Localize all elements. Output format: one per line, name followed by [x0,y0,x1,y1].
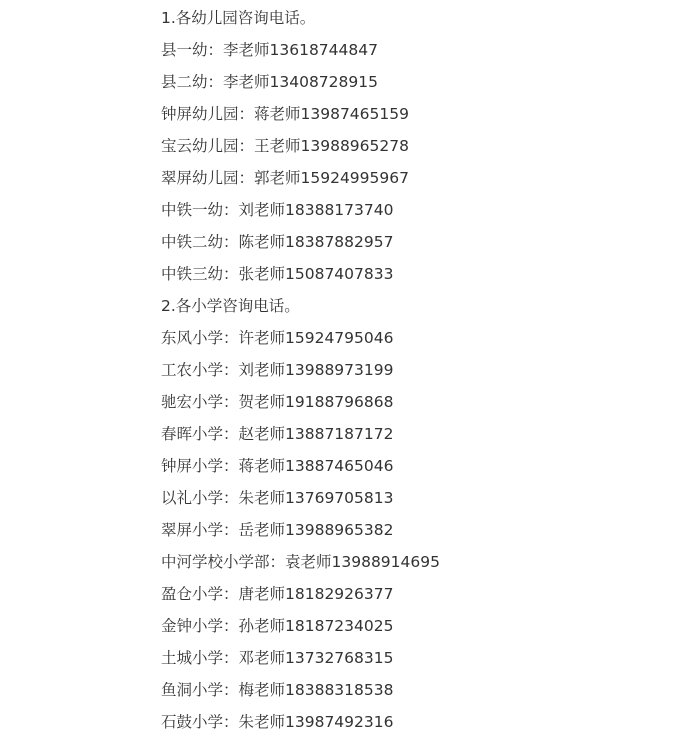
contact-line: 工农小学：刘老师13988973199 [161,361,394,379]
contact-line: 中铁三幼：张老师15087407833 [161,265,394,283]
contact-line: 翠屏小学：岳老师13988965382 [161,521,394,539]
contact-line: 宝云幼儿园：王老师13988965278 [161,137,409,155]
contact-line: 钟屏小学：蒋老师13887465046 [161,457,394,475]
kindergarten-section-heading: 1.各幼儿园咨询电话。 [161,9,316,27]
contact-line: 金钟小学：孙老师18187234025 [161,617,394,635]
contact-line: 春晖小学：赵老师13887187172 [161,425,394,443]
contact-line: 中铁一幼：刘老师18388173740 [161,201,394,219]
contact-line: 土城小学：邓老师13732768315 [161,649,394,667]
contact-line: 县二幼：李老师13408728915 [161,73,378,91]
contact-list-document [161,2,681,738]
contact-line: 翠屏幼儿园：郭老师15924995967 [161,169,409,187]
primary-school-section-heading: 2.各小学咨询电话。 [161,297,300,315]
contact-line: 以礼小学：朱老师13769705813 [161,489,394,507]
contact-line: 盈仓小学：唐老师18182926377 [161,585,394,603]
contact-line: 钟屏幼儿园：蒋老师13987465159 [161,105,409,123]
contact-line: 中铁二幼：陈老师18387882957 [161,233,394,251]
contact-line: 鱼洞小学：梅老师18388318538 [161,681,394,699]
contact-line: 驰宏小学：贺老师19188796868 [161,393,394,411]
contact-line: 县一幼：李老师13618744847 [161,41,378,59]
contact-line: 中河学校小学部：袁老师13988914695 [161,553,440,571]
contact-line: 石鼓小学：朱老师13987492316 [161,713,394,731]
contact-line: 东风小学：许老师15924795046 [161,329,394,347]
